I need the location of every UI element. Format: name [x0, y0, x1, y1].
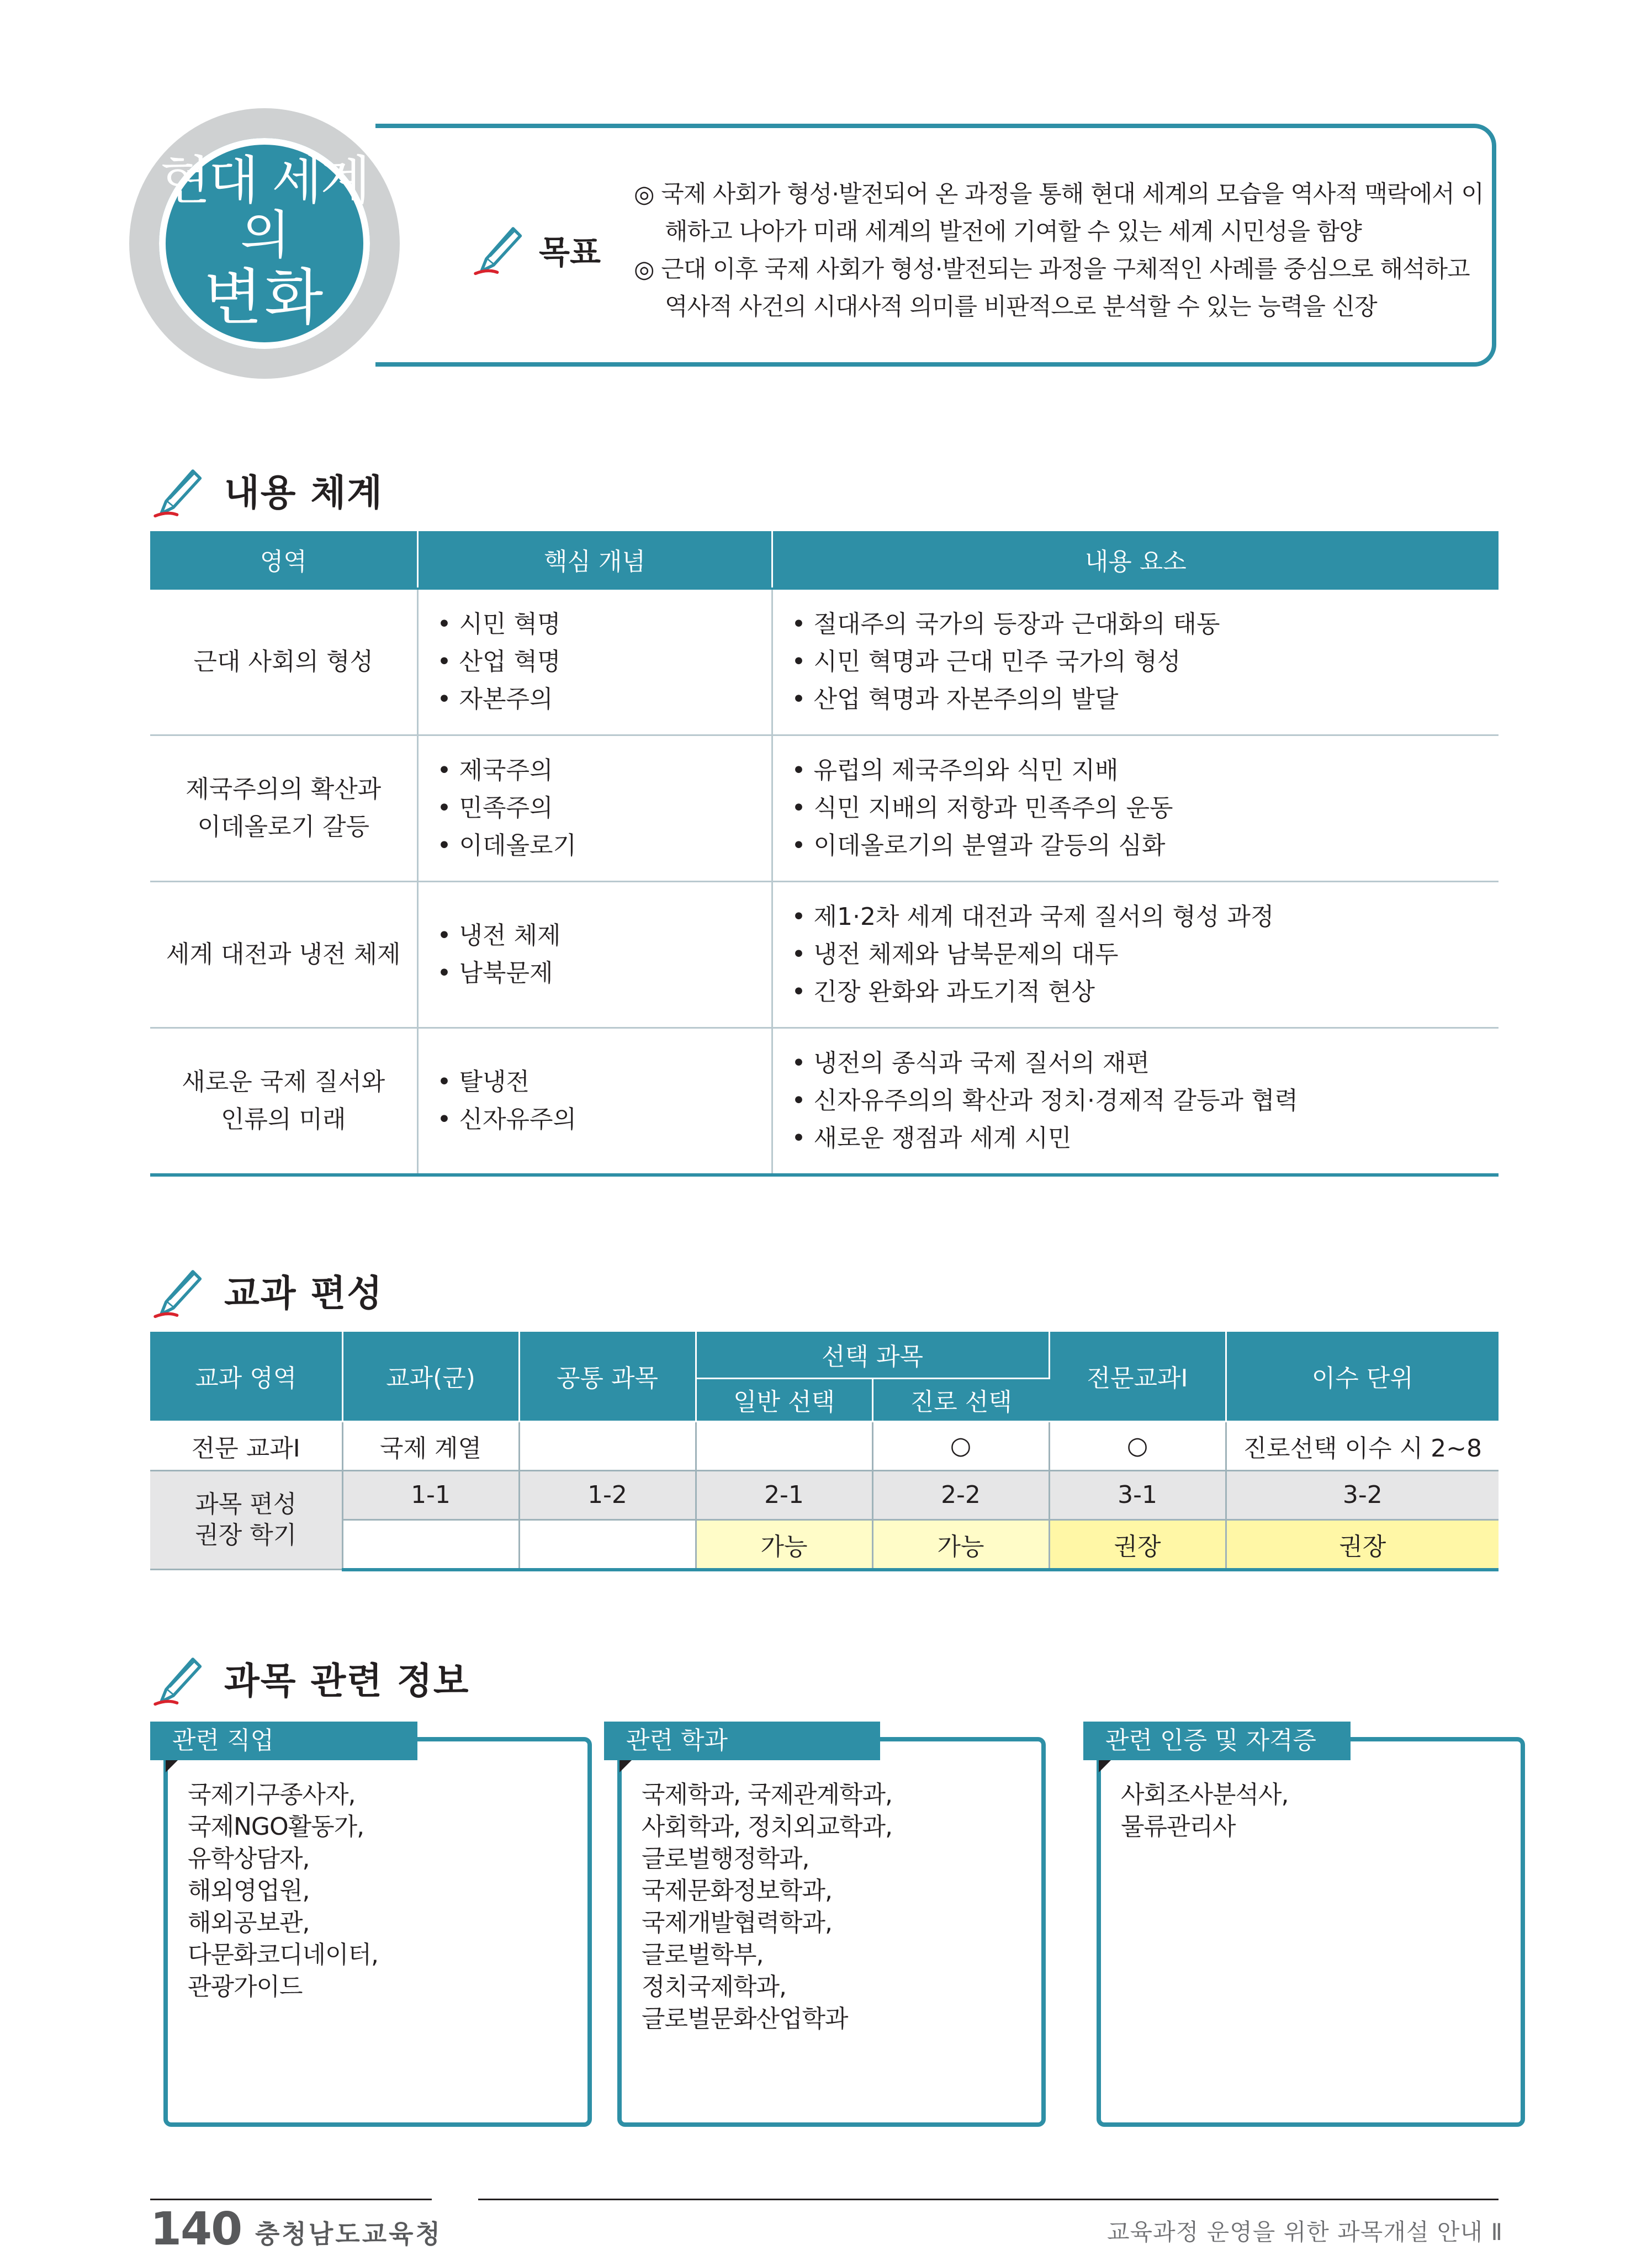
related-certs-tab: 관련 인증 및 자격증 — [1083, 1722, 1351, 1760]
column-header: 교과(군) — [342, 1332, 519, 1421]
tab-fold — [1099, 1760, 1111, 1772]
unit-title-badge — [159, 138, 370, 349]
recommend-cell: 가능 — [696, 1519, 872, 1570]
element-item: • 냉전의 종식과 국제 질서의 재편 — [792, 1045, 1499, 1082]
unit-title-line2: 변화 — [203, 262, 326, 333]
table-row — [150, 1470, 1499, 1519]
element-item: • 신자유주의의 확산과 정치·경제적 갈등과 협력 — [792, 1082, 1499, 1120]
list-item: 관광가이드 — [188, 1973, 303, 2001]
concept-item: • 신자유주의 — [437, 1101, 771, 1139]
recommend-cell: 권장 — [1049, 1519, 1226, 1570]
element-cell — [772, 882, 1499, 1028]
semester-cell: 2-2 — [872, 1470, 1049, 1519]
list-item: 글로벌문화산업학과 — [642, 2005, 848, 2033]
element-cell — [772, 1028, 1499, 1175]
list-item: 해외영업원, — [188, 1877, 310, 1905]
list-item: 국제개발협력학과, — [642, 1909, 833, 1937]
area-cell — [150, 1028, 417, 1175]
table-cell: 진로선택 이수 시 2~8 — [1226, 1421, 1499, 1470]
concept-item: • 남북문제 — [437, 955, 771, 992]
related-majors-tab: 관련 학과 — [604, 1722, 880, 1760]
table-cell — [696, 1421, 872, 1470]
area-cell — [150, 589, 417, 735]
goal-item: ◎ 근대 이후 국제 사회가 형성·발전되는 과정을 구체적인 사례를 중심으로 해석하고 역사적 사건의 시대사적 의미를 비판적으로 분석할 수 있는 능력을 신장 — [634, 256, 1470, 321]
organization-name: 충청남도교육청 — [255, 2219, 443, 2249]
list-item: 국제NGO활동가, — [188, 1813, 364, 1841]
list-item: 국제기구종사자, — [188, 1781, 356, 1809]
column-header: 이수 단위 — [1226, 1332, 1499, 1421]
table-cell — [519, 1421, 696, 1470]
element-item: • 제1·2차 세계 대전과 국제 질서의 형성 과정 — [792, 898, 1499, 936]
goal-list — [634, 176, 1484, 326]
column-header: 공통 과목 — [519, 1332, 696, 1421]
recommend-cell: 가능 — [872, 1519, 1049, 1570]
list-item: 다문화코디네이터, — [188, 1941, 379, 1969]
pencil-icon — [149, 1259, 210, 1320]
semester-label-cell — [150, 1470, 342, 1570]
list-item: 국제학과, 국제관계학과, — [642, 1781, 892, 1809]
list-item: 글로벌학부, — [642, 1941, 764, 1969]
semester-cell: 3-1 — [1049, 1470, 1226, 1519]
related-majors-list — [642, 1779, 892, 2035]
curriculum-table — [150, 1332, 1499, 1571]
pencil-icon — [149, 1647, 210, 1708]
area-text: 인류의 미래 — [220, 1105, 346, 1134]
area-cell — [150, 735, 417, 882]
footer-rule-left — [150, 2199, 432, 2200]
column-header: 진로 선택 — [872, 1378, 1049, 1421]
table-row — [150, 1028, 1499, 1175]
concept-cell — [417, 589, 772, 735]
table-row — [150, 735, 1499, 882]
guide-title: 교육과정 운영을 위한 과목개설 안내 Ⅱ — [1106, 2218, 1503, 2246]
area-text: 새로운 국제 질서와 — [182, 1068, 385, 1096]
content-system-table — [150, 531, 1499, 1177]
area-text: 이데올로기 갈등 — [197, 813, 369, 841]
table-row — [150, 882, 1499, 1028]
column-header: 핵심 개념 — [417, 531, 772, 589]
area-text: 제국주의의 확산과 — [186, 775, 382, 803]
table-header-row — [150, 1332, 1499, 1378]
list-item: 물류관리사 — [1121, 1813, 1236, 1841]
concept-item: • 산업 혁명 — [437, 643, 771, 681]
table-cell: 전문 교과Ⅰ — [150, 1421, 342, 1470]
table-row — [150, 1519, 1499, 1570]
semester-cell: 1-2 — [519, 1470, 696, 1519]
element-cell — [772, 589, 1499, 735]
semester-cell: 2-1 — [696, 1470, 872, 1519]
table-row — [150, 589, 1499, 735]
list-item: 유학상담자, — [188, 1845, 310, 1873]
pencil-icon — [469, 216, 530, 277]
goal-label: 목표 — [539, 234, 601, 271]
table-cell: ○ — [1049, 1421, 1226, 1470]
element-item: • 냉전 체제와 남북문제의 대두 — [792, 936, 1499, 973]
concept-item: • 냉전 체제 — [437, 917, 771, 955]
list-item: 해외공보관, — [188, 1909, 310, 1937]
element-item: • 시민 혁명과 근대 민주 국가의 형성 — [792, 643, 1499, 681]
page-number: 140 — [150, 2203, 242, 2255]
concept-item: • 시민 혁명 — [437, 606, 771, 643]
column-header: 영역 — [150, 531, 417, 589]
semester-cell: 3-2 — [1226, 1470, 1499, 1519]
section-title: 내용 체계 — [224, 471, 384, 514]
section-title: 교과 편성 — [224, 1272, 384, 1315]
section-heading-content — [149, 456, 383, 522]
related-jobs-tab: 관련 직업 — [150, 1722, 417, 1760]
section-heading-related — [149, 1644, 470, 1711]
element-item: • 유럽의 제국주의와 식민 지배 — [792, 752, 1499, 790]
concept-cell — [417, 882, 772, 1028]
column-header: 교과 영역 — [150, 1332, 342, 1421]
recommend-cell: 권장 — [1226, 1519, 1499, 1570]
element-item: • 새로운 쟁점과 세계 시민 — [792, 1120, 1499, 1157]
list-item: 국제문화정보학과, — [642, 1877, 833, 1905]
area-cell — [150, 882, 417, 1028]
column-header: 일반 선택 — [696, 1378, 872, 1421]
concept-item: • 민족주의 — [437, 790, 771, 827]
element-item: • 식민 지배의 저항과 민족주의 운동 — [792, 790, 1499, 827]
element-item: • 절대주의 국가의 등장과 근대화의 태동 — [792, 606, 1499, 643]
column-header: 전문교과Ⅰ — [1049, 1332, 1226, 1421]
concept-item: • 제국주의 — [437, 752, 771, 790]
goal-item: ◎ 국제 사회가 형성·발전되어 온 과정을 통해 현대 세계의 모습을 역사적 맥락에서 이해하고 나아가 미래 세계의 발전에 기여할 수 있는 세계 시민성을 함양 — [634, 181, 1484, 246]
semester-label: 권장 학기 — [195, 1521, 297, 1549]
unit-title-line1: 현대 세계의 — [160, 151, 369, 266]
list-item: 글로벌행정학과, — [642, 1845, 809, 1873]
list-item: 사회조사분석사, — [1121, 1781, 1289, 1809]
column-header: 내용 요소 — [772, 531, 1499, 589]
table-cell: ○ — [872, 1421, 1049, 1470]
related-jobs-list — [188, 1779, 378, 2003]
table-header-row — [150, 531, 1499, 589]
semester-label: 과목 편성 — [195, 1490, 297, 1518]
column-header: 선택 과목 — [696, 1332, 1049, 1378]
list-item: 사회학과, 정치외교학과, — [642, 1813, 892, 1841]
concept-item: • 자본주의 — [437, 681, 771, 718]
element-cell — [772, 735, 1499, 882]
concept-cell — [417, 735, 772, 882]
semester-cell: 1-1 — [342, 1470, 519, 1519]
concept-cell — [417, 1028, 772, 1175]
tab-fold — [166, 1760, 178, 1772]
table-row — [150, 1421, 1499, 1470]
footer-rule-right — [478, 2199, 1499, 2200]
element-item: • 이데올로기의 분열과 갈등의 심화 — [792, 827, 1499, 865]
pencil-icon — [149, 459, 210, 520]
area-text: 세계 대전과 냉전 체제 — [166, 940, 401, 968]
area-text: 근대 사회의 형성 — [193, 648, 373, 676]
element-item: • 긴장 완화와 과도기적 현상 — [792, 973, 1499, 1011]
table-cell: 국제 계열 — [342, 1421, 519, 1470]
section-title: 과목 관련 정보 — [224, 1659, 470, 1702]
tab-fold — [620, 1760, 632, 1772]
recommend-cell — [519, 1519, 696, 1570]
concept-item: • 탈냉전 — [437, 1063, 771, 1101]
concept-item: • 이데올로기 — [437, 827, 771, 865]
recommend-cell — [342, 1519, 519, 1570]
element-item: • 산업 혁명과 자본주의의 발달 — [792, 681, 1499, 718]
list-item: 정치국제학과, — [642, 1973, 787, 2001]
related-certs-list — [1121, 1779, 1289, 1843]
section-heading-curriculum — [149, 1257, 383, 1323]
